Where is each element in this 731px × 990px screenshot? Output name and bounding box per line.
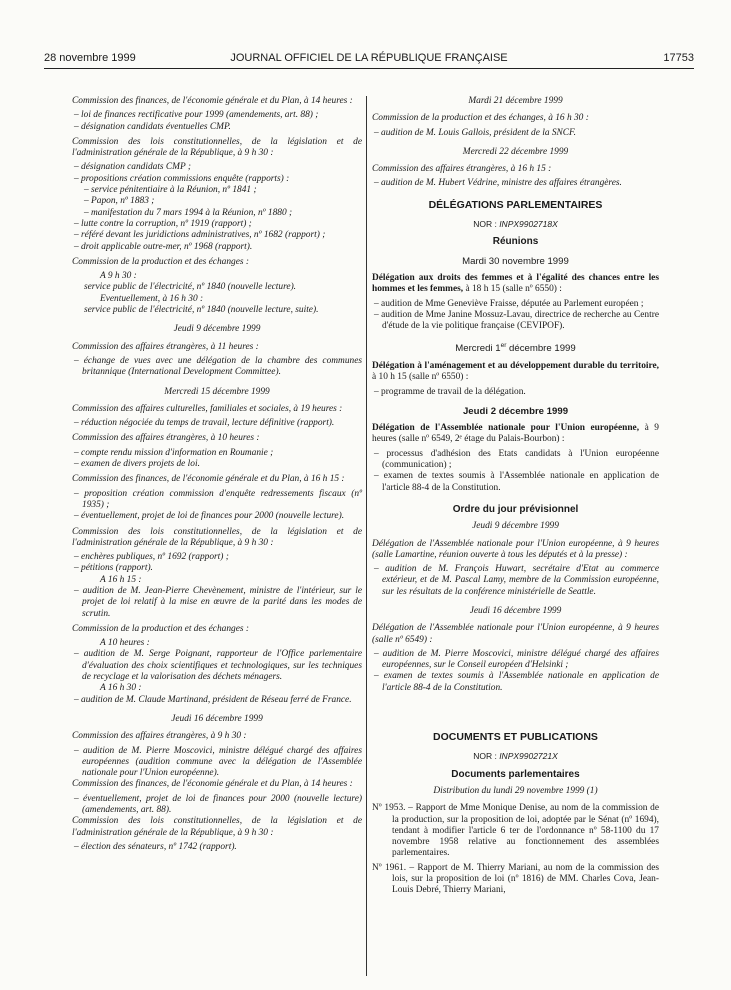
list-item: – éventuellement, projet de loi de finances pour 2000 (nouvelle lecture). [74, 511, 345, 522]
subsection-heading: Ordre du jour prévisionnel [452, 503, 579, 515]
day-heading: Mardi 30 novembre 1999 [462, 255, 569, 267]
time-line: A 9 h 30 : [100, 271, 137, 282]
block-title: Commission des affaires étrangères, à 11 heures : [72, 341, 259, 352]
list-item: – réduction négociée du temps de travail, lecture définitive (rapport). [74, 418, 335, 429]
list-item: – programme de travail de la délégation. [374, 386, 526, 397]
list-item: – audition de M. François Huwart, secrétaire d'Etat au commerce extérieur, et de M. Pascal Lamy, membre de la Commission européenne, sur les résultats de la conférence ministérielle de Seattle. [374, 564, 659, 597]
time-line: A 16 h 30 : [100, 683, 142, 694]
list-item: – proposition création commission d'enquête redressements fiscaux (nº 1935) ; [74, 488, 362, 510]
date-heading: Mercredi 22 décembre 1999 [462, 146, 569, 157]
page-number: 17753 [663, 52, 694, 64]
header-title: JOURNAL OFFICIEL DE LA RÉPUBLIQUE FRANÇAISE [230, 52, 508, 64]
list-item: – audition de M. Claude Martinand, président de Réseau ferré de France. [74, 694, 352, 705]
block-title: Commission des finances, de l'économie générale et du Plan, à 16 h 15 : [72, 474, 345, 485]
block-culturelles [72, 404, 362, 430]
block-title: Commission des affaires étrangères, à 16 h 15 : [372, 164, 552, 175]
block-finances-16dec [72, 779, 362, 816]
delegation-name: Délégation aux droits des femmes et à l'égalité des chances entre les hommes et les femmes, [372, 272, 659, 295]
day-text: Mercredi 1 [455, 343, 501, 355]
nor-reference [372, 219, 659, 230]
block-title: Commission des finances, de l'économie générale et du Plan, à 14 heures : [72, 96, 353, 106]
list-item: – compte rendu mission d'information en Roumanie ; [74, 447, 274, 458]
delegation-time: à 10 h 15 (salle nº 6550) : [372, 372, 469, 383]
day-heading [372, 340, 659, 354]
block-delegation-16dec [372, 623, 659, 694]
block-finances-14h [72, 96, 362, 133]
date-heading: Mercredi 15 décembre 1999 [164, 386, 270, 397]
date-heading: Mardi 21 décembre 1999 [468, 96, 563, 106]
agenda-line: service public de l'électricité, nº 1840 (nouvelle lecture). [84, 282, 297, 293]
delegation-time: à 9 heures (salle nº 6549, 2ᵉ étage du Palais-Bourbon) : [372, 423, 659, 445]
block-etrangeres-10h [72, 433, 362, 470]
date-heading: Jeudi 9 décembre 1999 [173, 324, 261, 335]
sub-item: – Papon, nº 1883 ; [84, 196, 155, 207]
header-date: 28 novembre 1999 [44, 52, 136, 64]
list-item: – examen de textes soumis à l'Assemblée nationale en application de l'article 88-4 de la Constitution. [374, 671, 659, 693]
list-item: – échange de vues avec une délégation de la chambre des communes britannique (International Development Committee). [74, 355, 362, 378]
day-heading: Jeudi 2 décembre 1999 [462, 405, 569, 417]
right-column [372, 96, 659, 900]
ordinal-suffix: er [500, 342, 507, 350]
list-item: – audition de M. Pierre Moscovici, ministre délégué chargé des affaires européennes, sur le Conseil européen d'Helsinki ; [374, 648, 659, 671]
list-item: – audition de Mme Geneviève Fraisse, députée au Parlement européen ; [374, 298, 644, 309]
list-item: – enchères publiques, nº 1692 (rapport) ; [74, 552, 229, 563]
date-heading: Jeudi 9 décembre 1999 [472, 521, 559, 532]
document-entry: Nº 1961. – Rapport de M. Thierry Mariani, au nom de la commission des lois, sur la proposition de loi (nº 1816) de MM. Charles Cova, Jean-Louis Debré, Thierry Mariani, [372, 862, 659, 896]
agenda-line: service public de l'électricité, nº 1840 (nouvelle lecture, suite). [84, 305, 319, 316]
list-item: – audition de M. Serge Poignant, rapporteur de l'Office parlementaire d'évaluation des choix scientifiques et technologiques, sur les techniques de recyclage et la valorisation des déchets ménagers. [74, 649, 362, 683]
date-heading: Jeudi 16 décembre 1999 [469, 605, 562, 616]
list-item: – éventuellement, projet de loi de finances pour 2000 (nouvelle lecture) (amendements, art. 88). [74, 793, 362, 816]
delegation-name: Délégation de l'Assemblée nationale pour l'Union européenne, [372, 423, 640, 434]
list-item: – examen de divers projets de loi. [74, 459, 200, 470]
delegation-name: Délégation à l'aménagement et au développement durable du territoire, [372, 360, 659, 371]
block-title: Commission des finances, de l'économie générale et du Plan, à 14 heures : [72, 779, 353, 790]
block-production-15dec [72, 624, 362, 706]
block-lois-16dec [72, 816, 362, 853]
document-entry: Nº 1953. – Rapport de Mme Monique Denise, au nom de la commission de la production, sur la proposition de loi, adoptée par le Sénat (nº 1694), tendant à modifier l'article 6 ter de l'ordonnance nº 58-1100 du 17 novembre 1958 relative au fonctionnement des assemblées parlementaires. [372, 803, 659, 859]
list-item: – examen de textes soumis à l'Assemblée nationale en application de l'article 88-4 de la Constitution. [374, 471, 659, 493]
list-item: – lutte contre la corruption, nº 1919 (rapport) ; [74, 218, 252, 229]
time-line: Eventuellement, à 16 h 30 : [100, 293, 204, 304]
nor-reference [372, 751, 659, 762]
list-item: – audition de M. Jean-Pierre Chevènement, ministre de l'intérieur, sur le projet de loi relatif à la mise en œuvre de la parité dans les modes de scrutin. [74, 585, 362, 619]
block-title: Commission des lois constitutionnelles, de la législation et de l'administration générale de la République, à 9 h 30 : [72, 816, 362, 838]
sub-item: – service pénitentiaire à la Réunion, nº 1841 ; [84, 185, 257, 196]
block-etrangeres-9h30 [72, 731, 362, 779]
page-header [44, 50, 694, 69]
block-title: Commission des affaires étrangères, à 9 h 30 : [72, 731, 247, 742]
sub-item: – manifestation du 7 mars 1994 à la Réunion, nº 1880 ; [84, 207, 293, 218]
block-title: Délégation de l'Assemblée nationale pour l'Union européenne, à 9 heures (salle Lamartine, réunion ouverte à tous les députés et à la presse) : [372, 538, 659, 560]
section-heading: DÉLÉGATIONS PARLEMENTAIRES [428, 198, 603, 211]
delegation-entry [372, 273, 659, 296]
list-item: – propositions création commissions enquête (rapports) : [74, 173, 290, 184]
block-production [72, 257, 362, 316]
distribution-heading: Distribution du lundi 29 novembre 1999 (1) [433, 785, 598, 796]
list-item: – audition de M. Louis Gallois, président de la SNCF. [374, 127, 576, 138]
block-title: Délégation de l'Assemblée nationale pour l'Union européenne, à 9 heures (salle nº 6549) : [372, 623, 659, 645]
block-title: Commission des lois constitutionnelles, de la législation et de l'administration générale de la République, à 9 h 30 : [72, 136, 362, 159]
left-column [72, 96, 362, 853]
list-item: – désignation candidats éventuelles CMP. [74, 121, 231, 132]
list-item: – désignation candidats CMP ; [74, 162, 192, 173]
delegation-entry [372, 361, 659, 384]
delegation-entry [372, 423, 659, 446]
list-item: – élection des sénateurs, nº 1742 (rapport). [74, 841, 237, 852]
list-item: – loi de finances rectificative pour 1999 (amendements, art. 88) ; [74, 110, 319, 121]
list-item: – pétitions (rapport). [74, 563, 153, 574]
time-line: A 16 h 15 : [100, 574, 142, 585]
list-item: – audition de Mme Janine Mossuz-Lavau, directrice de recherche au Centre d'étude de la vie politique française (CEVIPOF). [374, 309, 659, 332]
block-title: Commission des affaires étrangères, à 10 heures : [72, 433, 260, 444]
block-etrangeres-11h [72, 342, 362, 379]
section-heading: DOCUMENTS ET PUBLICATIONS [433, 731, 598, 744]
block-lois-9h30 [72, 137, 362, 253]
block-title: Commission de la production et des échanges : [72, 623, 249, 634]
block-production-21dec [372, 113, 659, 139]
block-title: Commission des lois constitutionnelles, de la législation et de l'administration générale de la République, à 9 h 30 : [72, 526, 362, 548]
list-item: – audition de M. Pierre Moscovici, ministre délégué chargé des affaires européennes (audition commune avec la délégation de l'Assemblée nationale pour l'Union européenne). [74, 745, 362, 779]
block-delegation-9dec [372, 539, 659, 598]
block-etrangeres-22dec [372, 164, 659, 190]
nor-code: INPX9902718X [499, 219, 558, 230]
column-divider [366, 96, 367, 976]
nor-code: INPX9902721X [499, 751, 558, 762]
block-title: Commission de la production et des échanges : [72, 256, 249, 267]
time-line: A 10 heures : [100, 638, 150, 649]
list-item: – processus d'adhésion des Etats candidats à l'Union européenne (communication) ; [374, 448, 659, 471]
nor-label: NOR : [473, 219, 497, 230]
block-title: Commission de la production et des échanges, à 16 h 30 : [372, 113, 589, 124]
list-item: – audition de M. Hubert Védrine, ministre des affaires étrangères. [374, 178, 622, 189]
delegation-time: à 18 h 15 (salle nº 6550) : [465, 284, 562, 295]
date-heading: Jeudi 16 décembre 1999 [171, 713, 263, 724]
block-lois-15dec [72, 527, 362, 620]
day-text: décembre 1999 [506, 343, 576, 355]
list-item: – droit applicable outre-mer, nº 1968 (rapport). [74, 241, 253, 252]
subsection-heading: Réunions [492, 236, 539, 248]
nor-label: NOR : [473, 751, 497, 762]
block-finances-16h15 [72, 474, 362, 522]
block-title: Commission des affaires culturelles, familiales et sociales, à 19 heures : [72, 403, 343, 414]
subsection-heading: Documents parlementaires [451, 768, 580, 780]
list-item: – référé devant les juridictions administratives, nº 1682 (rapport) ; [74, 230, 326, 241]
